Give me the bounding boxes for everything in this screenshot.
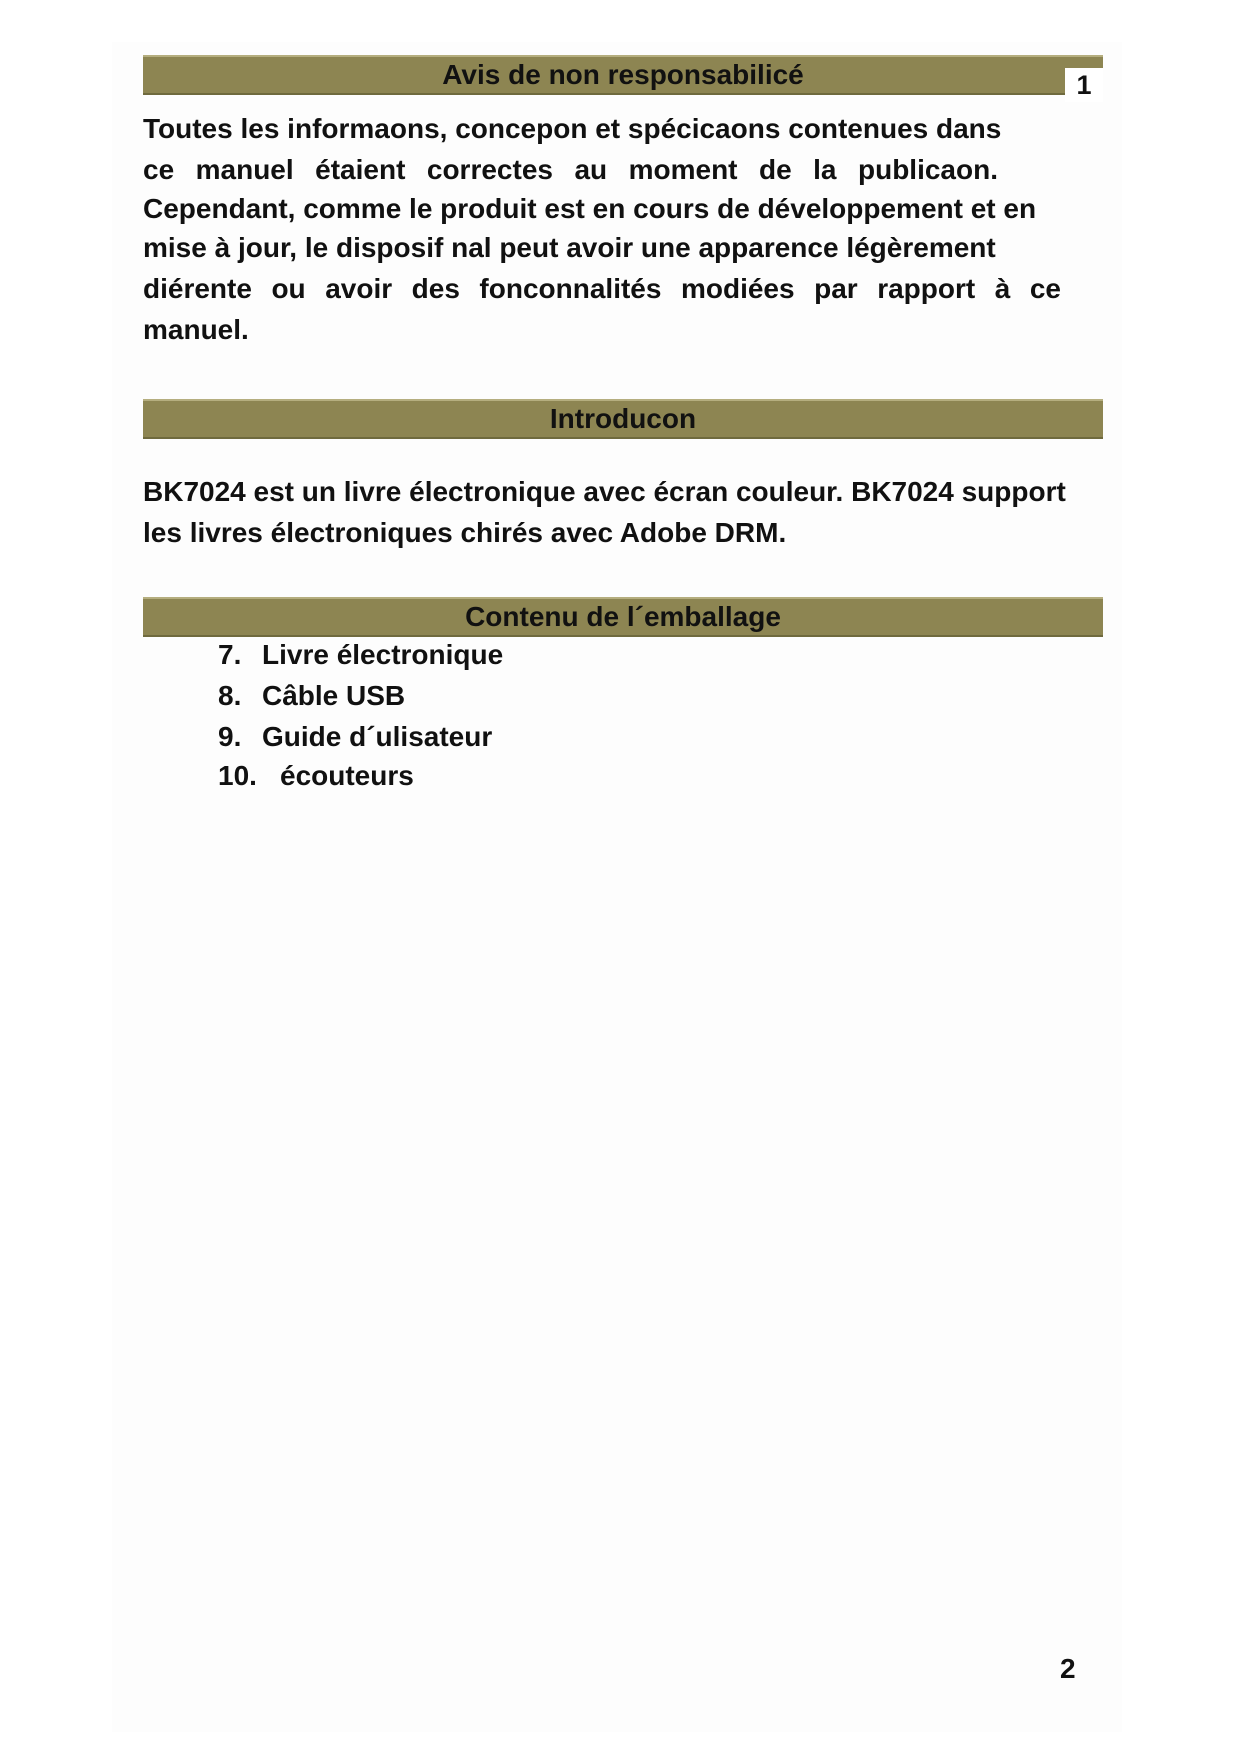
disclaimer-paragraph [143, 108, 1103, 350]
list-item [218, 757, 503, 794]
disclaimer-line: Cependant, comme le produit est en cours de développement et en [143, 193, 1037, 224]
disclaimer-line: mise à jour, le disposif nal peut avoir une apparence légèrement [143, 232, 996, 263]
list-item-text: Guide d´ulisateur [262, 721, 493, 752]
list-item-text: Câble USB [262, 680, 406, 711]
section-title-package: Contenu de l´emballage [465, 601, 781, 632]
disclaimer-line: ce manuel étaient correctes au moment de la publicaon. [143, 154, 998, 185]
section-heading-disclaimer [143, 55, 1103, 95]
list-item-number: 8. [218, 680, 242, 711]
disclaimer-line: Toutes les informaons, concepon et spécicaons contenues dans [143, 113, 1002, 144]
package-contents-list [218, 634, 503, 794]
section-heading-introduction [143, 399, 1103, 439]
list-item [218, 716, 503, 757]
disclaimer-line: manuel. [143, 314, 249, 345]
list-item-number: 7. [218, 639, 242, 670]
list-item-number: 10. [218, 760, 257, 791]
introduction-paragraph [143, 471, 1103, 553]
disclaimer-line: diérente ou avoir des fonconnalités modiées par rapport à ce [143, 273, 1061, 304]
header-page-number: 1 [1065, 68, 1103, 102]
list-item [218, 675, 503, 716]
introduction-line: les livres électroniques chirés avec Adobe DRM. [143, 517, 787, 548]
list-item [218, 634, 503, 675]
section-title-introduction: Introducon [549, 403, 697, 434]
list-item-number: 9. [218, 721, 242, 752]
footer-page-number: 2 [1060, 1653, 1076, 1684]
section-heading-package [143, 597, 1103, 637]
list-item-text: Livre électronique [262, 639, 504, 670]
section-title-disclaimer: Avis de non responsabilicé [442, 59, 804, 90]
list-item-text: écouteurs [280, 760, 414, 791]
introduction-line: BK7024 est un livre électronique avec écran couleur. BK7024 support [143, 476, 1066, 507]
